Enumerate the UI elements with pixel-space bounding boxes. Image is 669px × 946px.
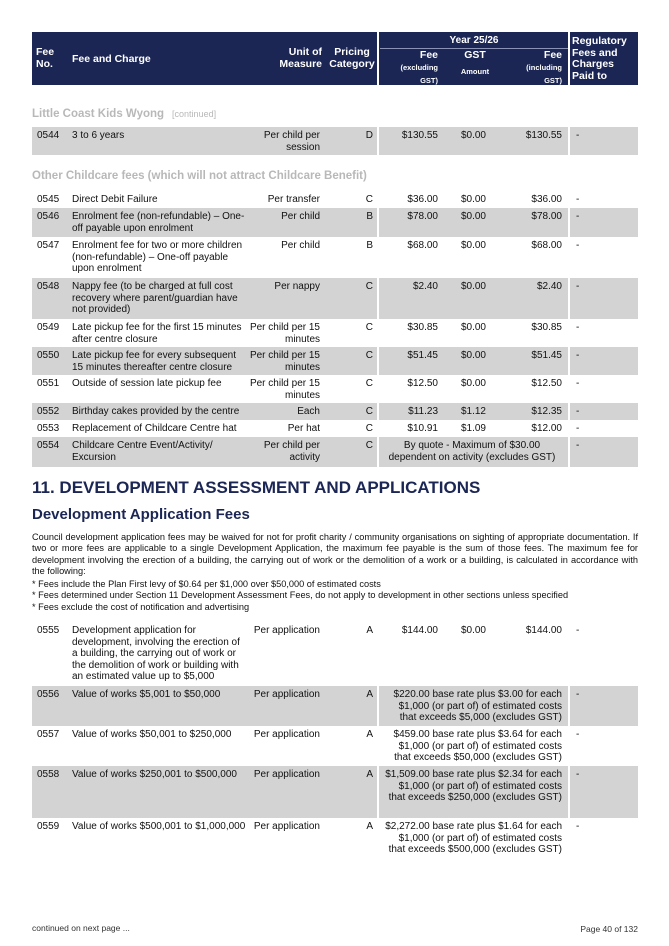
header-year: Year 25/26 [380,35,568,49]
gst-amount: $0.00 [460,350,486,361]
fee-number: 0547 [37,240,60,251]
fee-excluding-gst: $51.45 [407,350,438,361]
table-row [32,437,638,467]
fee-description-range: $459.00 base rate plus $3.64 for each $1,000 (or part of) of estimated costs that exceeds $50,000 (excludes GST) [393,729,562,763]
section-continued: [continued] [172,109,217,119]
table-header [32,32,638,85]
header-gst-sub: Amount [460,67,490,76]
table-row [32,420,638,437]
fee-description: Value of works $5,001 to $50,000 [72,689,221,700]
column-divider [377,818,379,870]
header-pricing-category: Pricing Category [329,46,375,70]
header-fee-and-charge: Fee and Charge [72,53,151,65]
unit-of-measure: Per nappy [274,281,320,292]
header-divider [377,32,379,85]
gst-amount: $1.09 [460,423,486,434]
fee-excluding-gst: $130.55 [401,130,438,141]
notes-list [32,579,638,613]
unit-of-measure: Per transfer [267,194,320,205]
fee-description: Value of works $50,001 to $250,000 [72,729,232,740]
fee-description: Nappy fee (to be charged at full cost recovery where parent/guardian have not provided) [72,281,238,315]
page [32,32,638,855]
column-divider [377,403,379,420]
section-title-text: Little Coast Kids Wyong [32,108,165,120]
regulatory-paid-to: - [576,821,580,832]
heading-development-assessment: 11. DEVELOPMENT ASSESSMENT AND APPLICATIONS [32,478,481,497]
header-fee-including [508,49,562,87]
unit-of-measure: Per child [281,211,320,222]
regulatory-paid-to: - [576,350,580,361]
pricing-category: A [366,729,373,740]
section-title-other-childcare: Other Childcare fees (which will not attract Childcare Benefit) [32,170,367,182]
fee-excluding-gst: $144.00 [401,625,438,636]
unit-of-measure: Per child [281,240,320,251]
regulatory-paid-to: - [576,322,580,333]
regulatory-paid-to: - [576,211,580,222]
fee-description: Childcare Centre Event/Activity/ Excursion [72,440,213,463]
header-gst [446,49,504,74]
pricing-category: C [365,281,373,292]
fee-including-gst: $2.40 [536,281,562,292]
fee-description: Direct Debit Failure [72,194,158,205]
column-divider [377,622,379,686]
unit-of-measure: Per child per activity [263,440,320,463]
fee-description: 3 to 6 years [72,130,125,141]
column-divider [568,818,570,870]
header-fee-including-sub: (including GST) [526,63,562,85]
fee-excluding-gst: $36.00 [407,194,438,205]
pricing-category: C [365,440,373,451]
unit-of-measure: Each [297,406,320,417]
header-fee-including-label: Fee [543,49,562,61]
fee-excluding-gst: $12.50 [407,378,438,389]
fee-description-range: $220.00 base rate plus $3.00 for each $1,000 (or part of) of estimated costs that exceeds $5,000 (excludes GST) [393,689,562,723]
column-divider [377,191,379,208]
fee-excluding-gst: $30.85 [407,322,438,333]
table-row [32,278,638,319]
unit-of-measure: Per child per 15 minutes [249,378,320,401]
pricing-category: B [366,211,373,222]
table-row [32,726,638,766]
table-row [32,766,638,818]
fee-including-gst: $30.85 [531,322,562,333]
unit-of-measure: Per application [253,689,320,700]
fee-number: 0553 [37,423,60,434]
gst-amount: $0.00 [460,194,486,205]
table-row [32,403,638,420]
fee-description: Outside of session late pickup fee [72,378,222,389]
regulatory-paid-to: - [576,240,580,251]
note-item: * Fees include the Plan First levy of $0.64 per $1,000 over $50,000 of estimated costs [32,579,381,589]
fee-number: 0555 [37,625,60,636]
regulatory-paid-to: - [576,423,580,434]
fee-number: 0557 [37,729,60,740]
unit-of-measure: Per child per 15 minutes [249,322,320,345]
fee-number: 0546 [37,211,60,222]
column-divider [377,726,379,766]
regulatory-paid-to: - [576,769,580,780]
regulatory-paid-to: - [576,729,580,740]
column-divider [568,319,570,347]
header-unit-of-measure: Unit of Measure [279,46,322,70]
table-row [32,208,638,237]
section-title-little-coast-kids [32,108,216,120]
fee-number: 0545 [37,194,60,205]
regulatory-paid-to: - [576,625,580,636]
column-divider [568,375,570,403]
fee-description: Enrolment fee for two or more children (non-refundable) – One-off payable upon enrolment [72,240,243,274]
fee-description-range: $2,272.00 base rate plus $1.64 for each $1,000 (or part of) of estimated costs that exceeds $500,000 (excludes GST) [385,821,562,855]
table-row [32,818,638,870]
column-divider [568,726,570,766]
note-item: * Fees determined under Section 11 Development Assessment Fees, do not apply to development in other sections unless specified [32,590,569,601]
column-divider [568,437,570,467]
header-fee-excluding-sub: (excluding GST) [400,63,438,85]
column-divider [377,208,379,237]
fee-excluding-gst: $10.91 [407,423,438,434]
unit-of-measure: Per hat [287,423,320,434]
fee-number: 0548 [37,281,60,292]
fee-number: 0550 [37,350,60,361]
fee-number: 0549 [37,322,60,333]
column-divider [568,766,570,818]
table-row [32,347,638,375]
pricing-category: C [365,350,373,361]
pricing-category: C [365,194,373,205]
pricing-category: D [365,130,373,141]
table-row [32,686,638,726]
pricing-category: A [366,769,373,780]
pricing-category: C [365,423,373,434]
pricing-category: A [366,821,373,832]
header-divider [568,32,570,85]
gst-amount: $1.12 [460,406,486,417]
column-divider [377,420,379,437]
column-divider [377,686,379,726]
footer-continued: continued on next page ... [32,923,130,933]
fee-including-gst: $36.00 [531,194,562,205]
header-fee-no: Fee No. [36,46,55,70]
regulatory-paid-to: - [576,130,580,141]
fee-description: Value of works $250,001 to $500,000 [72,769,237,780]
fee-number: 0554 [37,440,60,451]
fee-including-gst: $78.00 [531,211,562,222]
table-row [32,237,638,278]
fee-including-gst: $144.00 [525,625,562,636]
regulatory-paid-to: - [576,440,580,451]
gst-amount: $0.00 [460,378,486,389]
header-gst-label: GST [464,49,486,61]
unit-of-measure: Per child per 15 minutes [249,350,320,373]
column-divider [377,375,379,403]
fee-including-gst: $130.55 [525,130,562,141]
unit-of-measure: Per application [253,769,320,780]
fee-excluding-gst: $2.40 [412,281,438,292]
pricing-category: B [366,240,373,251]
gst-amount: $0.00 [460,281,486,292]
gst-amount: $0.00 [460,322,486,333]
column-divider [377,766,379,818]
fee-number: 0558 [37,769,60,780]
header-regulatory: Regulatory Fees and Charges Paid to [572,35,627,82]
column-divider [568,237,570,278]
note-item: * Fees exclude the cost of notification and advertising [32,601,250,612]
column-divider [568,127,570,155]
table-row [32,127,638,155]
fee-description: Late pickup fee for every subsequent 15 minutes thereafter centre closure [72,350,236,373]
unit-of-measure: Per application [253,821,320,832]
table-row [32,191,638,208]
unit-of-measure: Per application [253,625,320,636]
fee-description: Replacement of Childcare Centre hat [72,423,237,434]
pricing-category: C [365,406,373,417]
fee-excluding-gst: $68.00 [407,240,438,251]
pricing-category: A [366,625,373,636]
fee-description: Value of works $500,001 to $1,000,000 [72,821,246,832]
gst-amount: $0.00 [460,130,486,141]
fee-including-gst: $12.50 [531,378,562,389]
regulatory-paid-to: - [576,406,580,417]
column-divider [568,191,570,208]
unit-of-measure: Per application [253,729,320,740]
column-divider [568,208,570,237]
column-divider [377,347,379,375]
column-divider [568,347,570,375]
table-row [32,375,638,403]
fee-excluding-gst: $78.00 [407,211,438,222]
fee-including-gst: $68.00 [531,240,562,251]
heading-development-application-fees: Development Application Fees [32,506,250,523]
fee-description-range: $1,509.00 base rate plus $2.34 for each $1,000 (or part of) of estimated costs that exceeds $250,000 (excludes GST) [385,769,562,803]
column-divider [377,127,379,155]
column-divider [568,278,570,319]
fee-description: Development application for development, involving the erection of a building, the carrying out of work or the demolition of work or building with an estimated value up to $5,000 [72,625,240,682]
intro-paragraph: Council development application fees may be waived for not for profit charity / community organisations on sighting of appropriate documentation. If two or more fees are applicable to a single Development Application, the maximum fee payable is the sum of those fees. The maximum fee for development involving the erection of a building, the carrying out of work or the demolition of a work or a building, is calculated in accordance with the following: [32,532,638,576]
fee-number: 0556 [37,689,60,700]
regulatory-paid-to: - [576,194,580,205]
regulatory-paid-to: - [576,689,580,700]
pricing-category: C [365,378,373,389]
fee-including-gst: $12.00 [531,423,562,434]
footer-page-number: Page 40 of 132 [580,924,638,934]
column-divider [568,420,570,437]
header-fee-excluding-label: Fee [419,49,438,61]
column-divider [377,319,379,347]
fee-description: Enrolment fee (non-refundable) – One-off payable upon enrolment [72,211,245,234]
fee-number: 0552 [37,406,60,417]
fee-number: 0544 [37,130,60,141]
regulatory-paid-to: - [576,378,580,389]
fee-including-gst: $51.45 [531,350,562,361]
column-divider [568,622,570,686]
unit-of-measure: Per child per session [263,130,320,153]
gst-amount: $0.00 [460,240,486,251]
fee-description: Birthday cakes provided by the centre [72,406,240,417]
table-row [32,622,638,686]
regulatory-paid-to: - [576,281,580,292]
fee-including-gst: $12.35 [531,406,562,417]
column-divider [568,686,570,726]
column-divider [377,437,379,467]
fee-description-range: By quote - Maximum of $30.00 dependent on activity (excludes GST) [388,440,556,463]
header-fee-excluding [382,49,438,87]
gst-amount: $0.00 [460,211,486,222]
fee-excluding-gst: $11.23 [408,406,438,417]
gst-amount: $0.00 [460,625,486,636]
table-row [32,319,638,347]
fee-number: 0559 [37,821,60,832]
column-divider [377,278,379,319]
fee-number: 0551 [37,378,60,389]
column-divider [568,403,570,420]
column-divider [377,237,379,278]
pricing-category: A [366,689,373,700]
fee-description: Late pickup fee for the first 15 minutes after centre closure [72,322,242,345]
pricing-category: C [365,322,373,333]
